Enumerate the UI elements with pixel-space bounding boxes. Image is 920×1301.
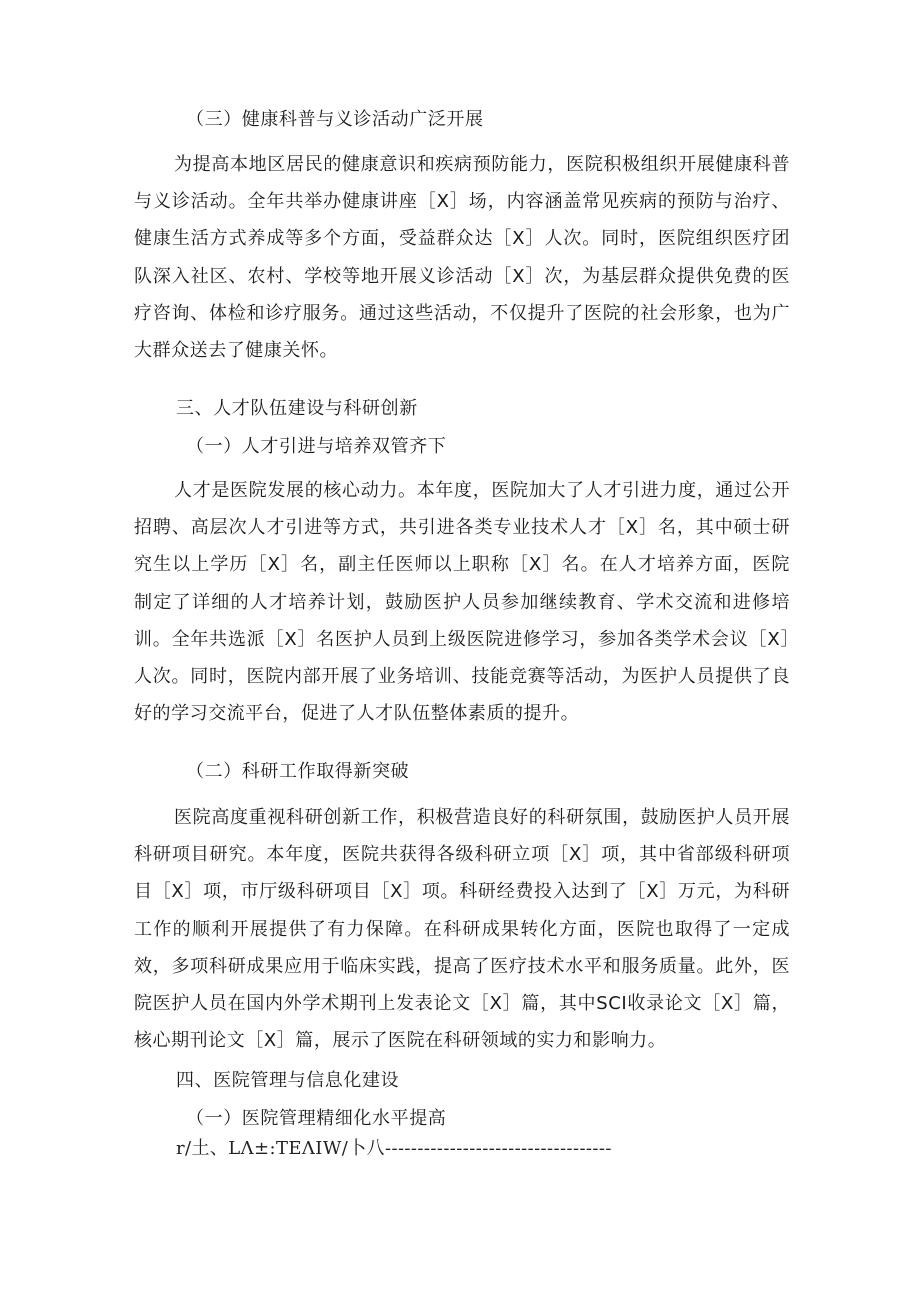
- heading-research: （二）科研工作取得新突破: [186, 761, 410, 782]
- heading-health-outreach: （三）健康科普与义诊活动广泛开展: [186, 109, 484, 130]
- garbled-text-line: r/土、LΛ±:TEΛIW/卜八-----------------------------------: [176, 1138, 612, 1159]
- section-heading-management: 四、医院管理与信息化建设: [176, 1070, 400, 1091]
- heading-management: （一）医院管理精细化水平提高: [186, 1108, 447, 1129]
- section-heading-talent-research: 三、人才队伍建设与科研创新: [176, 398, 418, 419]
- heading-talent: （一）人才引进与培养双管齐下: [186, 436, 447, 457]
- paragraph-research: 医院高度重视科研创新工作，积极营造良好的科研氛围，鼓励医护人员开展科研项目研究。本年度，医院共获得各级科研立项［X］项，其中省部级科研项目［X］项，市厅级科研项目［X］项。科研经费投入达到了［X］万元，为科研工作的顺利开展提供了有力保障。在科研成果转化方面，医院也取得了一定成效，多项科研成果应用于临床实践，提高了医疗技术水平和服务质量。此外，医院医护人员在国内外学术期刊上发表论文［X］篇，其中SCI收录论文［X］篇，核心期刊论文［X］篇，展示了医院在科研领域的实力和影响力。: [134, 807, 790, 1052]
- paragraph-talent: 人才是医院发展的核心动力。本年度，医院加大了人才引进力度，通过公开招聘、高层次人才引进等方式，共引进各类专业技术人才［X］名，其中硕士研究生以上学历［X］名，副主任医师以上职称［X］名。在人才培养方面，医院制定了详细的人才培养计划，鼓励医护人员参加继续教育、学术交流和进修培训。全年共选派［X］名医护人员到上级医院进修学习，参加各类学术会议［X］人次。同时，医院内部开展了业务培训、技能竞赛等活动，为医护人员提供了良好的学习交流平台，促进了人才队伍整体素质的提升。: [134, 480, 790, 725]
- paragraph-health-outreach: 为提高本地区居民的健康意识和疾病预防能力，医院积极组织开展健康科普与义诊活动。全年共举办健康讲座［X］场，内容涵盖常见疾病的预防与治疗、健康生活方式养成等多个方面，受益群众达［X］人次。同时，医院组织医疗团队深入社区、农村、学校等地开展义诊活动［X］次，为基层群众提供免费的医疗咨询、体检和诊疗服务。通过这些活动，不仅提升了医院的社会形象，也为广大群众送去了健康关怀。: [134, 154, 790, 362]
